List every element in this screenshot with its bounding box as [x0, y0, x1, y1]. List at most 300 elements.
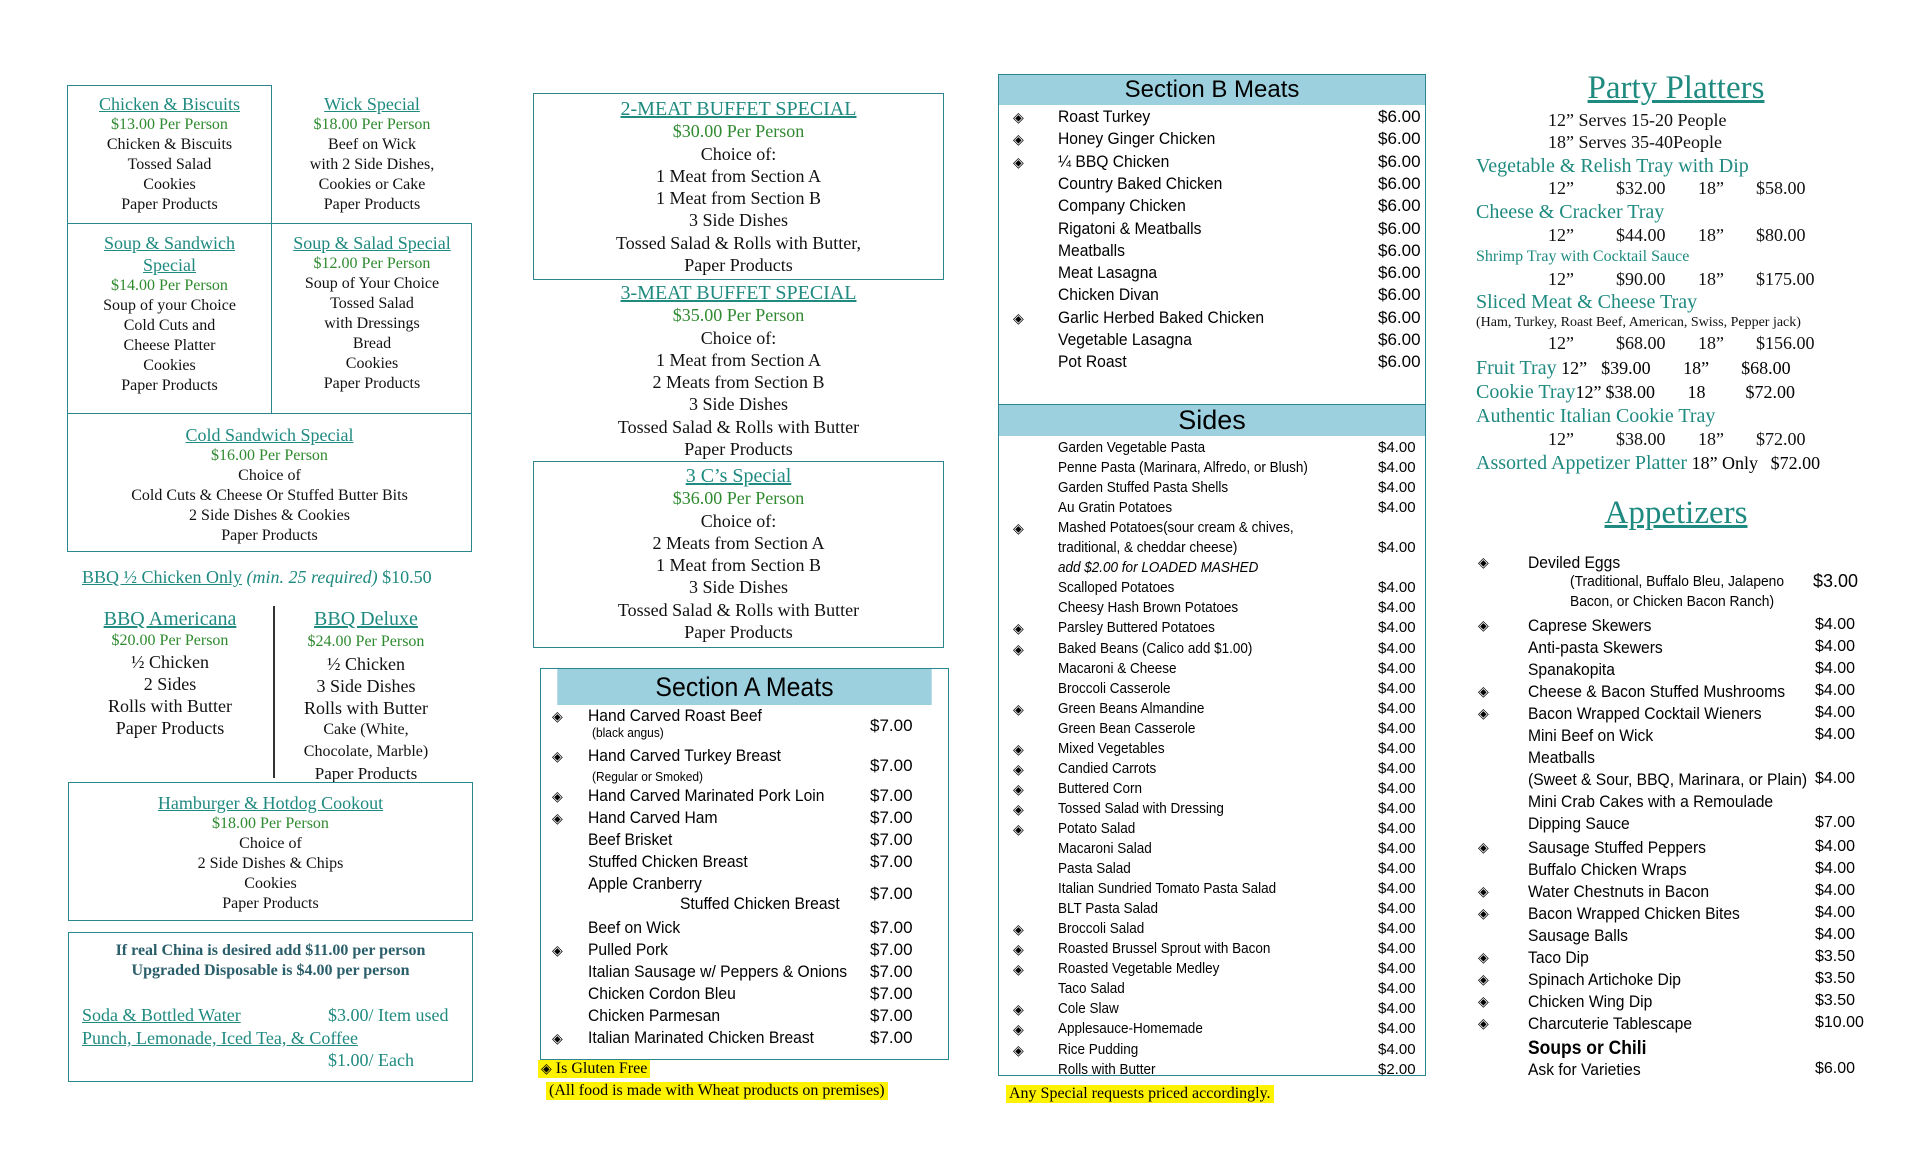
soup-sandwich-line: Cold Cuts and [123, 317, 216, 334]
soup-sandwich-line: Soup of your Choice [103, 297, 236, 314]
bbq-deluxe-line: Rolls with Butter [303, 698, 428, 718]
china-upgrade-line: If real China is desired add $11.00 per person [115, 942, 426, 959]
appetizer-item-name: Caprese Skewers [1528, 616, 1652, 635]
chicken-biscuits-line: Chicken & Biscuits [106, 136, 233, 153]
diamond-icon: ◈ [1478, 684, 1489, 700]
section-b-item-name: Meatballs [1058, 240, 1125, 260]
section-b-item-price: $6.00 [1378, 196, 1421, 216]
sides-item-price: $4.00 [1378, 860, 1416, 878]
chicken-biscuits-line: Paper Products [121, 196, 218, 213]
appetizer-item-price: $7.00 [1815, 814, 1856, 831]
gluten-free-note [538, 1060, 650, 1078]
diamond-icon: ◈ [1013, 761, 1024, 778]
buffet3-line: Tossed Salad & Rolls with Butter [617, 416, 860, 437]
soup-salad-line: Tossed Salad [330, 295, 414, 312]
cold-sandwich-line: 2 Side Dishes & Cookies [189, 507, 350, 524]
sides-item-price: $4.00 [1378, 679, 1416, 697]
section-b-item-name: Pot Roast [1058, 352, 1127, 372]
appetizer-item-name: Sausage Stuffed Peppers [1528, 838, 1706, 857]
sides-item-name: Au Gratin Potatoes [1058, 499, 1173, 517]
appetizer-item-price: $4.00 [1815, 682, 1856, 699]
sides-item-price: $4.00 [1378, 960, 1416, 978]
sides-item-price: $4.00 [1378, 980, 1416, 998]
diamond-icon: ◈ [541, 1061, 552, 1077]
hamburger-special [68, 792, 473, 914]
section-a-item-name: Apple Cranberry [588, 874, 702, 893]
bbq-americana-line: Paper Products [115, 718, 225, 738]
buffet2-line: Tossed Salad & Rolls with Butter, [615, 232, 861, 253]
sides-item-name: Penne Pasta (Marinara, Alfredo, or Blush) [1058, 459, 1308, 477]
soup-salad-special [272, 232, 472, 394]
diamond-icon: ◈ [1013, 781, 1024, 798]
bbq-deluxe-line: Cake (White, [323, 721, 409, 738]
cs3-line: Tossed Salad & Rolls with Butter [617, 599, 860, 620]
sides-item-name: Baked Beans (Calico add $1.00) [1058, 639, 1253, 657]
assorted-appetizer-line [1476, 452, 1820, 475]
diamond-icon: ◈ [1013, 521, 1024, 538]
cs3-line: 1 Meat from Section B [656, 555, 821, 576]
section-a-item-name: Pulled Pork [588, 940, 668, 959]
sides-item-price: $4.00 [1378, 1020, 1416, 1038]
sides-item-name: Candied Carrots [1058, 759, 1157, 777]
cold-sandwich-price: $16.00 Per Person [211, 447, 328, 464]
section-a-item-name: Hand Carved Marinated Pork Loin [588, 786, 825, 805]
bbq-deluxe-price: $24.00 Per Person [307, 633, 425, 650]
sides-item-price: $4.00 [1378, 439, 1416, 456]
section-a-item-price: $7.00 [870, 940, 913, 959]
buffet3-line: 2 Meats from Section B [652, 372, 825, 393]
sides-item-name: Pasta Salad [1058, 860, 1131, 878]
section-b-item-name: Chicken Divan [1058, 285, 1159, 305]
appetizer-item-name: Charcuterie Tablescape [1528, 1014, 1693, 1033]
sides-item-price: $4.00 [1378, 819, 1416, 837]
sliced-meat-tray-prices: 12” $68.00 18” $156.00 [1548, 333, 1815, 353]
sides-item-price: $4.00 [1378, 1040, 1416, 1058]
soda-water-link[interactable]: Soda & Bottled Water [82, 1005, 241, 1025]
sides-item-price: $4.00 [1378, 739, 1416, 757]
diamond-icon: ◈ [1013, 922, 1024, 939]
fruit-tray-line: Fruit Tray 12” $39.00 18” $68.00 [1476, 357, 1791, 379]
appetizer-item-price: $3.50 [1815, 948, 1856, 965]
sides-item-name: Scalloped Potatoes [1058, 579, 1175, 597]
soup-salad-title[interactable]: Soup & Salad Special [293, 233, 451, 253]
cold-sandwich-line: Paper Products [221, 527, 318, 544]
sides-item-price: $2.00 [1378, 1060, 1416, 1078]
section-b-item-name: Meat Lasagna [1058, 263, 1158, 283]
diamond-icon: ◈ [1013, 741, 1024, 758]
cookie-tray-line: Cookie Tray12” $38.00 18 $72.00 [1476, 381, 1795, 403]
diamond-icon: ◈ [552, 943, 563, 959]
cs3-line: Choice of: [700, 510, 777, 531]
disposable-upgrade-line: Upgraded Disposable is $4.00 per person [131, 962, 410, 979]
cs3-line: 2 Meats from Section A [652, 532, 825, 553]
section-b-item-price: $6.00 [1378, 240, 1421, 260]
cs3-special [533, 465, 944, 643]
sides-item-price: $4.00 [1378, 639, 1416, 657]
wick-special-line: Paper Products [323, 196, 421, 213]
cookie-tray-title[interactable]: Cookie Tray [1476, 381, 1576, 403]
section-a-item-name: Chicken Cordon Bleu [588, 984, 736, 1003]
soup-salad-line: with Dressings [324, 315, 420, 332]
buffet2-title[interactable]: 2-MEAT BUFFET SPECIAL [620, 98, 857, 120]
sides-item-name: Mashed Potatoes(sour cream & chives, [1058, 519, 1294, 537]
appetizer-item-name: Bacon Wrapped Chicken Bites [1528, 904, 1740, 923]
sides-item-name: Buttered Corn [1058, 779, 1143, 797]
chicken-biscuits-line: Tossed Salad [127, 156, 212, 173]
diamond-icon: ◈ [1478, 840, 1489, 856]
hamburger-title[interactable]: Hamburger & Hotdog Cookout [157, 793, 384, 813]
section-a-item-name: Chicken Parmesan [588, 1006, 721, 1025]
punch-coffee-link[interactable]: Punch, Lemonade, Iced Tea, & Coffee [82, 1028, 358, 1048]
sides-item-price: $4.00 [1378, 900, 1416, 918]
hamburger-line: 2 Side Dishes & Chips [197, 855, 344, 872]
diamond-icon: ◈ [552, 811, 563, 827]
appetizer-item-name: (Sweet & Sour, BBQ, Marinara, or Plain) [1528, 770, 1808, 789]
hamburger-line: Paper Products [222, 895, 319, 912]
sides-item-price: $4.00 [1378, 759, 1416, 777]
buffet2-price: $30.00 Per Person [672, 121, 805, 142]
appetizer-item-price: $4.00 [1815, 638, 1856, 655]
diamond-icon: ◈ [1013, 310, 1024, 327]
buffet3-special [533, 282, 944, 460]
cs3-title[interactable]: 3 C’s Special [685, 465, 792, 487]
buffet3-price: $35.00 Per Person [672, 305, 805, 326]
cs3-line: Paper Products [684, 622, 793, 643]
section-b-item-price: $6.00 [1378, 218, 1421, 238]
diamond-icon: ◈ [1013, 110, 1024, 126]
section-a-item-price: $7.00 [870, 808, 913, 827]
diamond-icon: ◈ [1013, 1042, 1024, 1059]
sides-item-name: Rice Pudding [1058, 1040, 1139, 1058]
bbq-half-chicken-price: $10.50 [382, 567, 432, 587]
appetizer-item-price: $4.00 [1815, 904, 1856, 921]
sides-item-name: Tossed Salad with Dressing [1058, 799, 1224, 817]
wick-special-line: Beef on Wick [328, 136, 416, 153]
sides-item-name: Mixed Vegetables [1058, 739, 1165, 757]
appetizer-item-name: Sausage Balls [1528, 926, 1628, 945]
section-a-item-price: $7.00 [870, 918, 913, 937]
section-b-item-name: Roast Turkey [1058, 107, 1151, 126]
soda-water-price: $3.00/ Item used [328, 1005, 449, 1025]
sides-item-name: Broccoli Salad [1058, 920, 1145, 938]
appetizer-item-price: $4.00 [1815, 926, 1856, 943]
soup-sandwich-price: $14.00 Per Person [111, 277, 228, 294]
bbq-deluxe-line: 3 Side Dishes [316, 676, 416, 696]
section-a-item-price: $7.00 [870, 1006, 913, 1025]
sides-item-name: add $2.00 for LOADED MASHED [1058, 559, 1259, 577]
section-a-item-name: Hand Carved Roast Beef [588, 706, 762, 725]
sides-item-price: $4.00 [1378, 599, 1416, 617]
appetizer-item-name: Buffalo Chicken Wraps [1528, 860, 1687, 879]
section-b-item-price: $6.00 [1378, 352, 1421, 372]
appetizer-item-name: (Traditional, Buffalo Bleu, Jalapeno [1570, 573, 1785, 590]
wick-special-price: $18.00 Per Person [313, 116, 431, 133]
shrimp-tray-prices: 12” $90.00 18” $175.00 [1548, 269, 1815, 289]
section-b-item-price: $6.00 [1378, 173, 1421, 193]
sides-item-name: Roasted Brussel Sprout with Bacon [1058, 940, 1271, 958]
section-b-item-name: Company Chicken [1058, 196, 1186, 216]
veg-tray-prices: 12” $32.00 18” $58.00 [1548, 178, 1806, 198]
buffet2-line: 1 Meat from Section B [656, 188, 821, 209]
sides-item-price: $4.00 [1378, 539, 1416, 557]
sides-item-price: $4.00 [1378, 659, 1416, 677]
section-b-item-price: $6.00 [1378, 330, 1421, 349]
bbq-half-chicken-note: (min. 25 required) [246, 567, 378, 587]
soup-salad-line: Paper Products [323, 375, 421, 392]
soup-sandwich-title[interactable]: Soup & Sandwich [103, 233, 235, 253]
sides-item-name: Rolls with Butter [1058, 1060, 1156, 1078]
cs3-price: $36.00 Per Person [672, 488, 805, 509]
appetizer-item-name: Cheese & Bacon Stuffed Mushrooms [1528, 682, 1786, 701]
section-a-item-name: Hand Carved Turkey Breast [588, 746, 781, 765]
sides-item-price: $4.00 [1378, 940, 1416, 958]
special-requests-note: Any Special requests priced accordingly. [1006, 1085, 1274, 1103]
buffet3-line: Paper Products [684, 439, 793, 460]
buffet2-line: 1 Meat from Section A [656, 165, 821, 186]
appetizer-item-price: $4.00 [1815, 838, 1856, 855]
diamond-icon: ◈ [1478, 1016, 1489, 1032]
diamond-icon: ◈ [1013, 1002, 1024, 1019]
cold-sandwich-special [67, 424, 472, 546]
bbq-americana-special [70, 607, 270, 739]
cold-sandwich-line: Choice of [238, 467, 301, 484]
section-a-item-sub: (black angus) [592, 725, 664, 740]
diamond-icon: ◈ [1013, 132, 1024, 149]
chicken-biscuits-line: Cookies [143, 176, 196, 193]
section-b-item-name: ¼ BBQ Chicken [1058, 151, 1170, 171]
diamond-icon: ◈ [1013, 942, 1024, 959]
section-b-item-name: Honey Ginger Chicken [1058, 129, 1216, 149]
cheese-tray-prices: 12” $44.00 18” $80.00 [1548, 225, 1806, 245]
diamond-icon: ◈ [552, 709, 563, 725]
section-a-item-name: Beef Brisket [588, 830, 673, 849]
section-a-item-name: Italian Sausage w/ Peppers & Onions [588, 962, 848, 981]
buffet3-line: 1 Meat from Section A [656, 349, 821, 370]
sides-item-name: Potato Salad [1058, 819, 1136, 837]
appetizer-item-name: Chicken Wing Dip [1528, 992, 1653, 1011]
diamond-icon: ◈ [1478, 618, 1489, 634]
sides-header: Sides [999, 405, 1425, 436]
sides-item-name: Parsley Buttered Potatoes [1058, 619, 1215, 637]
sides-item-name: Applesauce-Homemade [1058, 1020, 1203, 1038]
bbq-americana-line: Rolls with Butter [107, 696, 232, 716]
veg-tray-title[interactable]: Vegetable & Relish Tray with Dip [1476, 155, 1749, 177]
sides-item-name: Roasted Vegetable Medley [1058, 960, 1220, 978]
soup-sandwich-special [67, 232, 272, 396]
chicken-biscuits-price: $13.00 Per Person [111, 116, 228, 133]
sides-item-price: $4.00 [1378, 699, 1416, 717]
soup-salad-price: $12.00 Per Person [313, 255, 431, 272]
diamond-icon: ◈ [1013, 801, 1024, 818]
section-b-item-price: $6.00 [1378, 285, 1421, 305]
appetizer-item-name: Mini Beef on Wick [1528, 726, 1654, 745]
sides-item-price: $4.00 [1378, 719, 1416, 737]
cold-sandwich-line: Cold Cuts & Cheese Or Stuffed Butter Bits [131, 487, 408, 504]
sides-item-name: Garden Vegetable Pasta [1058, 439, 1206, 456]
wick-special-line: with 2 Side Dishes, [309, 156, 435, 173]
sides-item-name: Taco Salad [1058, 980, 1125, 998]
sides-item-price: $4.00 [1378, 619, 1416, 637]
assorted-appetizer-title[interactable]: Assorted Appetizer Platter [1476, 452, 1688, 474]
section-b-item-price: $6.00 [1378, 107, 1421, 126]
party-platters-title[interactable]: Party Platters [1587, 70, 1765, 106]
appetizer-item-price: $4.00 [1815, 770, 1856, 787]
bbq-half-chicken-title[interactable]: BBQ ½ Chicken Only [82, 567, 242, 587]
section-b-item-name: Garlic Herbed Baked Chicken [1058, 307, 1265, 327]
bbq-deluxe-line: ½ Chicken [327, 654, 405, 674]
soup-sandwich-title-2[interactable]: Special [143, 255, 196, 275]
diamond-icon: ◈ [552, 749, 563, 765]
fruit-tray-title[interactable]: Fruit Tray [1476, 357, 1557, 379]
soup-sandwich-line: Paper Products [121, 377, 218, 394]
diamond-icon: ◈ [1478, 906, 1489, 922]
wick-special-title[interactable]: Wick Special [324, 94, 420, 114]
diamond-icon: ◈ [1013, 962, 1024, 979]
chicken-biscuits-special [67, 93, 272, 215]
sides-item-name: Green Bean Casserole [1058, 719, 1196, 737]
sides-item-name: Green Beans Almandine [1058, 699, 1205, 717]
shrimp-tray-title[interactable]: Shrimp Tray with Cocktail Sauce [1476, 248, 1690, 265]
section-b-item-price: $6.00 [1378, 307, 1421, 327]
appetizer-item-price: $4.00 [1815, 616, 1856, 633]
appetizer-item-price: $6.00 [1815, 1060, 1856, 1077]
section-b-item-name: Rigatoni & Meatballs [1058, 218, 1202, 238]
appetizer-item-name: Ask for Varieties [1528, 1060, 1641, 1079]
bbq-deluxe-special [276, 607, 456, 785]
cold-sandwich-title[interactable]: Cold Sandwich Special [185, 425, 354, 445]
diamond-icon: ◈ [1013, 701, 1024, 718]
buffet2-special [533, 98, 944, 276]
appetizer-item-price: $10.00 [1815, 1014, 1864, 1031]
soup-salad-line: Bread [352, 335, 392, 352]
section-b-item-name: Vegetable Lasagna [1058, 330, 1192, 349]
sides-item-price: $4.00 [1378, 840, 1416, 857]
sides-item-name: Macaroni Salad [1058, 840, 1152, 857]
hamburger-price: $18.00 Per Person [212, 815, 329, 832]
section-a-item-price: $7.00 [870, 786, 913, 805]
bbq-divider [273, 606, 275, 778]
sliced-meat-tray-title[interactable]: Sliced Meat & Cheese Tray [1476, 291, 1698, 313]
cs3-line: 3 Side Dishes [689, 577, 788, 598]
sides-item-name: Cole Slaw [1058, 1000, 1119, 1018]
soup-salad-line: Cookies [345, 355, 399, 372]
section-b-item-price: $6.00 [1378, 263, 1421, 283]
cheese-tray-title[interactable]: Cheese & Cracker Tray [1476, 201, 1665, 223]
buffet2-line: 3 Side Dishes [689, 210, 788, 231]
section-a-item-name: Italian Marinated Chicken Breast [588, 1028, 815, 1047]
appetizer-item-price: $3.50 [1815, 992, 1856, 1009]
appetizer-item-price: $3.50 [1815, 970, 1856, 987]
sides-item-price: $4.00 [1378, 880, 1416, 898]
appetizer-item-name: Anti-pasta Skewers [1528, 638, 1663, 657]
buffet2-line: Paper Products [684, 255, 793, 276]
sides-item-name: Cheesy Hash Brown Potatoes [1058, 599, 1239, 617]
sides-item-price: $4.00 [1378, 579, 1416, 597]
assorted-appetizer-size: 18” Only [1691, 453, 1759, 473]
diamond-icon: ◈ [1478, 884, 1489, 900]
diamond-icon: ◈ [1478, 972, 1489, 988]
appetizer-item-price: $4.00 [1815, 726, 1856, 743]
appetizer-item-name: Soups or Chili [1528, 1038, 1647, 1059]
appetizer-item-name: Spinach Artichoke Dip [1528, 970, 1682, 989]
bbq-deluxe-line: Chocolate, Marble) [303, 743, 429, 760]
sides-item-price: $4.00 [1378, 1000, 1416, 1018]
sides-item-name: BLT Pasta Salad [1058, 900, 1159, 918]
sides-item-name: Italian Sundried Tomato Pasta Salad [1058, 880, 1277, 898]
gluten-free-label: Is Gluten Free [555, 1060, 648, 1077]
appetizer-item-price: $4.00 [1815, 704, 1856, 721]
hamburger-line: Cookies [244, 875, 297, 892]
sides-item-price: $4.00 [1378, 799, 1416, 817]
bbq-deluxe-title[interactable]: BBQ Deluxe [314, 608, 418, 630]
bbq-half-chicken-line [82, 567, 432, 588]
buffet3-title[interactable]: 3-MEAT BUFFET SPECIAL [620, 282, 857, 304]
wheat-note: (All food is made with Wheat products on premises) [546, 1082, 888, 1100]
punch-coffee-price: $1.00/ Each [328, 1050, 414, 1070]
wick-special-line: Cookies or Cake [318, 176, 426, 193]
soup-sandwich-line: Cheese Platter [123, 337, 216, 354]
section-b-item-name: Country Baked Chicken [1058, 173, 1223, 193]
appetizer-item-price: $4.00 [1815, 860, 1856, 877]
appetizer-item-name: Bacon Wrapped Cocktail Wieners [1528, 704, 1762, 723]
section-b-item-price: $6.00 [1378, 151, 1421, 171]
appetizers-title[interactable]: Appetizers [1604, 495, 1748, 531]
sides-item-name: traditional, & cheddar cheese) [1058, 539, 1238, 557]
appetizer-item-name: Bacon, or Chicken Bacon Ranch) [1570, 593, 1775, 610]
sides-item-price: $4.00 [1378, 499, 1416, 517]
chicken-biscuits-title[interactable]: Chicken & Biscuits [99, 94, 240, 114]
section-b-item-price: $6.00 [1378, 129, 1421, 149]
serves-12-line: 12” Serves 15-20 People [1548, 110, 1727, 130]
section-a-item-price: $7.00 [870, 756, 913, 775]
section-a-item-sub: Stuffed Chicken Breast [680, 894, 840, 913]
bbq-americana-line: 2 Sides [143, 674, 197, 694]
section-a-item-price: $7.00 [870, 852, 913, 871]
section-b-header: Section B Meats [999, 75, 1425, 105]
bbq-americana-price: $20.00 Per Person [111, 632, 229, 649]
appetizer-item-name: Dipping Sauce [1528, 814, 1630, 833]
diamond-icon: ◈ [1013, 1022, 1024, 1039]
diamond-icon: ◈ [1013, 641, 1024, 658]
appetizer-item-name: Spanakopita [1528, 660, 1615, 679]
diamond-icon: ◈ [1013, 621, 1024, 638]
sides-item-name: Broccoli Casserole [1058, 679, 1171, 697]
buffet3-line: 3 Side Dishes [689, 394, 788, 415]
appetizer-item-price: $4.00 [1815, 882, 1856, 899]
appetizer-item-name: Deviled Eggs [1528, 553, 1621, 572]
buffet2-line: Choice of: [700, 143, 777, 164]
section-a-item-price: $7.00 [870, 830, 913, 849]
section-a-item-sub: (Regular or Smoked) [592, 769, 704, 784]
appetizer-item-price: $3.00 [1813, 571, 1859, 591]
section-a-item-price: $7.00 [870, 984, 913, 1003]
appetizer-item-price: $4.00 [1815, 660, 1856, 677]
diamond-icon: ◈ [1478, 706, 1489, 722]
assorted-appetizer-price: $72.00 [1770, 453, 1821, 473]
italian-cookie-tray-title[interactable]: Authentic Italian Cookie Tray [1476, 405, 1716, 427]
appetizer-item-name: Mini Crab Cakes with a Remoulade [1528, 792, 1774, 811]
sides-item-price: $4.00 [1378, 920, 1416, 938]
diamond-icon: ◈ [552, 1031, 563, 1047]
section-a-item-price: $7.00 [870, 716, 913, 735]
sides-item-name: Garden Stuffed Pasta Shells [1058, 479, 1229, 497]
section-a-item-name: Hand Carved Ham [588, 808, 718, 827]
soup-salad-line: Soup of Your Choice [304, 275, 440, 292]
section-a-item-price: $7.00 [870, 1028, 913, 1047]
appetizer-item-name: Taco Dip [1528, 948, 1589, 967]
bbq-americana-title[interactable]: BBQ Americana [103, 608, 237, 630]
sliced-meat-tray-note: (Ham, Turkey, Roast Beef, American, Swiss, Pepper jack) [1476, 315, 1801, 330]
